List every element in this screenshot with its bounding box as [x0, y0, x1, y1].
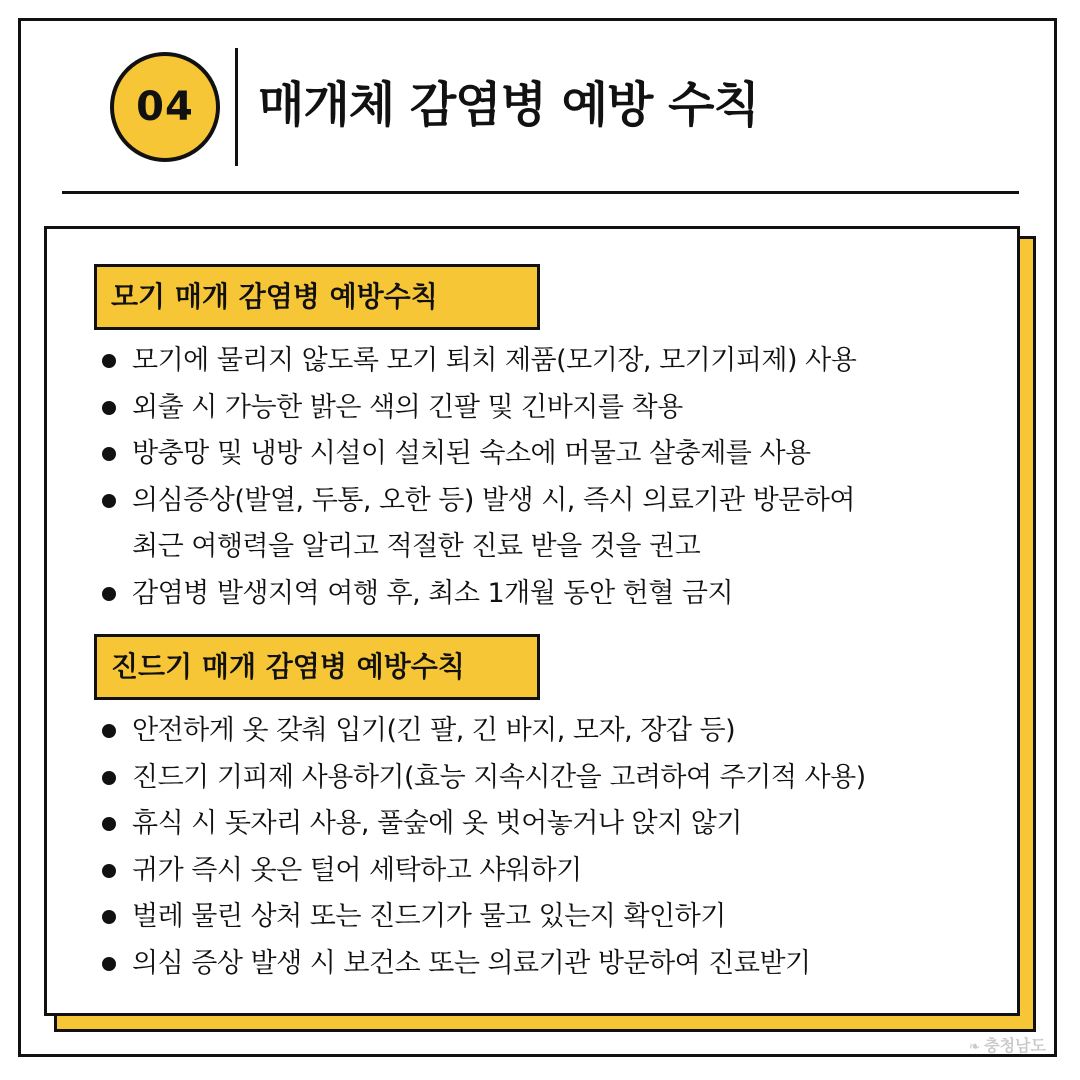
bullet-dot-icon [102, 587, 116, 601]
bullet-dot-icon [102, 957, 116, 971]
list-item [100, 571, 856, 618]
leaf-logo-icon: ❧ [968, 1039, 981, 1055]
bullet-dot-icon [102, 910, 116, 924]
list-item [100, 431, 856, 478]
list-item-text: 벌레 물린 상처 또는 진드기가 물고 있는지 확인하기 [132, 901, 726, 932]
list-item [100, 755, 866, 802]
bullet-dot-icon [102, 771, 116, 785]
title-divider [235, 48, 238, 166]
list-item-text: 감염병 발생지역 여행 후, 최소 1개월 동안 헌혈 금지 [132, 577, 734, 609]
list-item-text: 의심증상(발열, 두통, 오한 등) 발생 시, 즉시 의료기관 방문하여 [132, 484, 855, 516]
list-item [100, 848, 866, 895]
list-item-text: 안전하게 옷 갖춰 입기(긴 팔, 긴 바지, 모자, 장갑 등) [132, 715, 736, 746]
list-item [100, 385, 856, 432]
list-item [100, 801, 866, 848]
bullet-dot-icon [102, 401, 116, 415]
list-item [100, 338, 856, 385]
list-item-text: 방충망 및 냉방 시설이 설치된 숙소에 머물고 살충제를 사용 [132, 438, 811, 469]
bullet-dot-icon [102, 494, 116, 508]
list-item [100, 478, 856, 571]
bullet-dot-icon [102, 354, 116, 368]
section-label-mosquito: 모기 매개 감염병 예방수칙 [94, 264, 540, 330]
bullet-dot-icon [102, 724, 116, 738]
list-item-text: 귀가 즉시 옷은 털어 세탁하고 샤워하기 [132, 854, 582, 886]
list-item-text: 외출 시 가능한 밝은 색의 긴팔 및 긴바지를 착용 [132, 391, 683, 423]
list-item-text: 모기에 물리지 않도록 모기 퇴치 제품(모기장, 모기기피제) 사용 [132, 345, 857, 376]
bullet-dot-icon [102, 864, 116, 878]
bullet-list-mosquito [100, 338, 856, 617]
list-item [100, 894, 866, 941]
header-rule [62, 191, 1019, 194]
bullet-dot-icon [102, 447, 116, 461]
list-item [100, 941, 866, 988]
list-item-text: 휴식 시 돗자리 사용, 풀숲에 옷 벗어놓거나 앉지 않기 [132, 808, 742, 839]
number-badge [110, 52, 220, 162]
list-item-text: 의심 증상 발생 시 보건소 또는 의료기관 방문하여 진료받기 [132, 947, 811, 979]
list-item-text: 최근 여행력을 알리고 적절한 진료 받을 것을 권고 [132, 531, 701, 562]
number-badge-text: 04 [136, 84, 194, 130]
section-label-tick: 진드기 매개 감염병 예방수칙 [94, 634, 540, 700]
watermark-text: 충청남도 [984, 1036, 1046, 1055]
list-item-text: 진드기 기피제 사용하기(효능 지속시간을 고려하여 주기적 사용) [132, 761, 866, 793]
watermark [968, 1033, 1046, 1056]
list-item [100, 708, 866, 755]
page-title: 매개체 감염병 예방 수칙 [258, 77, 759, 133]
bullet-list-tick [100, 708, 866, 987]
bullet-dot-icon [102, 817, 116, 831]
